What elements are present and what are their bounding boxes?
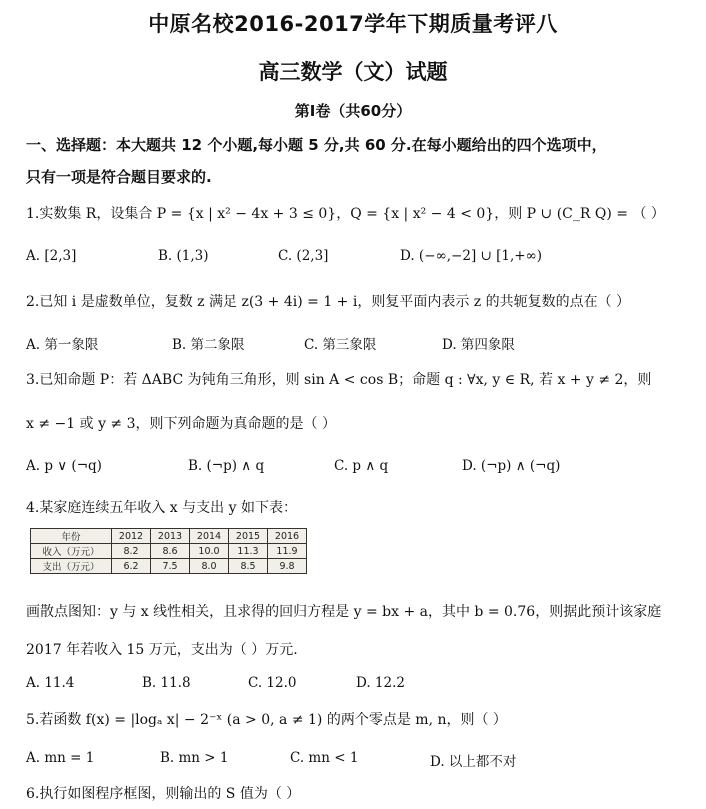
- table-cell: 7.5: [151, 559, 190, 574]
- section-instruction-line2: 只有一项是符合题目要求的.: [26, 168, 212, 186]
- income-expense-table: [30, 528, 307, 574]
- table-cell: 8.0: [190, 559, 229, 574]
- table-cell: 2014: [190, 529, 229, 544]
- table-header-row: [31, 529, 307, 544]
- table-cell: 2013: [151, 529, 190, 544]
- question-4-option-d: D. 12.2: [356, 675, 405, 691]
- exam-title: 中原名校2016-2017学年下期质量考评八: [148, 12, 558, 36]
- question-3-option-c: C. p ∧ q: [334, 458, 389, 474]
- table-cell: 10.0: [190, 544, 229, 559]
- question-2-option-d: D. 第四象限: [442, 337, 515, 353]
- question-3-option-d: D. (¬p) ∧ (¬q): [462, 458, 561, 474]
- question-4-option-a: A. 11.4: [26, 675, 75, 691]
- table-cell: 9.8: [268, 559, 307, 574]
- question-4-option-c: C. 12.0: [248, 675, 297, 691]
- table-cell: 8.5: [229, 559, 268, 574]
- question-1-stem: 1.实数集 R，设集合 P = {x | x² − 4x + 3 ≤ 0}，Q = {x | x² − 4 < 0}，则 P ∪ (C_R Q) = （ ）: [26, 206, 665, 222]
- question-4-prediction-text: 2017 年若收入 15 万元，支出为（ ）万元.: [26, 642, 298, 658]
- table-cell: 8.2: [112, 544, 151, 559]
- question-2-option-b: B. 第二象限: [172, 337, 245, 353]
- table-cell: 年份: [31, 529, 112, 544]
- question-1-option-a: A. [2,3]: [26, 248, 77, 264]
- table-cell: 6.2: [112, 559, 151, 574]
- table-cell: 11.9: [268, 544, 307, 559]
- table-cell: 2015: [229, 529, 268, 544]
- question-4-regression-text: 画散点图知：y 与 x 线性相关，且求得的回归方程是 y = bx + a，其中 b = 0.76，则据此预计该家庭: [26, 604, 662, 620]
- table-cell: 2016: [268, 529, 307, 544]
- section-instruction-line1: 一、选择题：本大题共 12 个小题,每小题 5 分,共 60 分.在每小题给出的四个选项中，: [26, 136, 607, 154]
- question-1-option-c: C. (2,3]: [278, 248, 329, 264]
- question-3-stem-line1: 3.已知命题 P：若 ΔABC 为钝角三角形，则 sin A < cos B；命题 q : ∀x, y ∈ R, 若 x + y ≠ 2，则: [26, 372, 652, 388]
- table-cell: 2012: [112, 529, 151, 544]
- question-5-stem: 5.若函数 f(x) = |logₐ x| − 2⁻ˣ (a > 0, a ≠ 1) 的两个零点是 m, n，则（ ）: [26, 712, 507, 728]
- question-4-stem: 4.某家庭连续五年收入 x 与支出 y 如下表：: [26, 500, 297, 516]
- table-cell: 支出（万元）: [31, 559, 112, 574]
- question-5-option-c: C. mn < 1: [290, 750, 359, 766]
- question-3-option-b: B. (¬p) ∧ q: [188, 458, 265, 474]
- question-5-option-b: B. mn > 1: [160, 750, 229, 766]
- question-1-option-d: D. (−∞,−2] ∪ [1,+∞): [400, 248, 543, 264]
- question-5-option-a: A. mn = 1: [26, 750, 95, 766]
- table-row: [31, 559, 307, 574]
- question-4-option-b: B. 11.8: [142, 675, 191, 691]
- question-1-option-b: B. (1,3): [158, 248, 209, 264]
- question-3-stem-line2: x ≠ −1 或 y ≠ 3，则下列命题为真命题的是（ ）: [26, 416, 336, 432]
- table-cell: 11.3: [229, 544, 268, 559]
- question-2-option-c: C. 第三象限: [304, 337, 377, 353]
- question-3-option-a: A. p ∨ (¬q): [26, 458, 102, 474]
- table-cell: 收入（万元）: [31, 544, 112, 559]
- table-cell: 8.6: [151, 544, 190, 559]
- part-heading: 第Ⅰ卷（共60分）: [294, 102, 412, 120]
- question-2-option-a: A. 第一象限: [26, 337, 99, 353]
- table-row: [31, 544, 307, 559]
- question-5-option-d: D. 以上都不对: [430, 754, 517, 770]
- exam-subtitle: 高三数学（文）试题: [258, 60, 448, 84]
- question-6-stem: 6.执行如图程序框图，则输出的 S 值为（ ）: [26, 786, 301, 802]
- question-2-stem: 2.已知 i 是虚数单位，复数 z 满足 z(3 + 4i) = 1 + i，则复平面内表示 z 的共轭复数的点在（ ）: [26, 294, 631, 310]
